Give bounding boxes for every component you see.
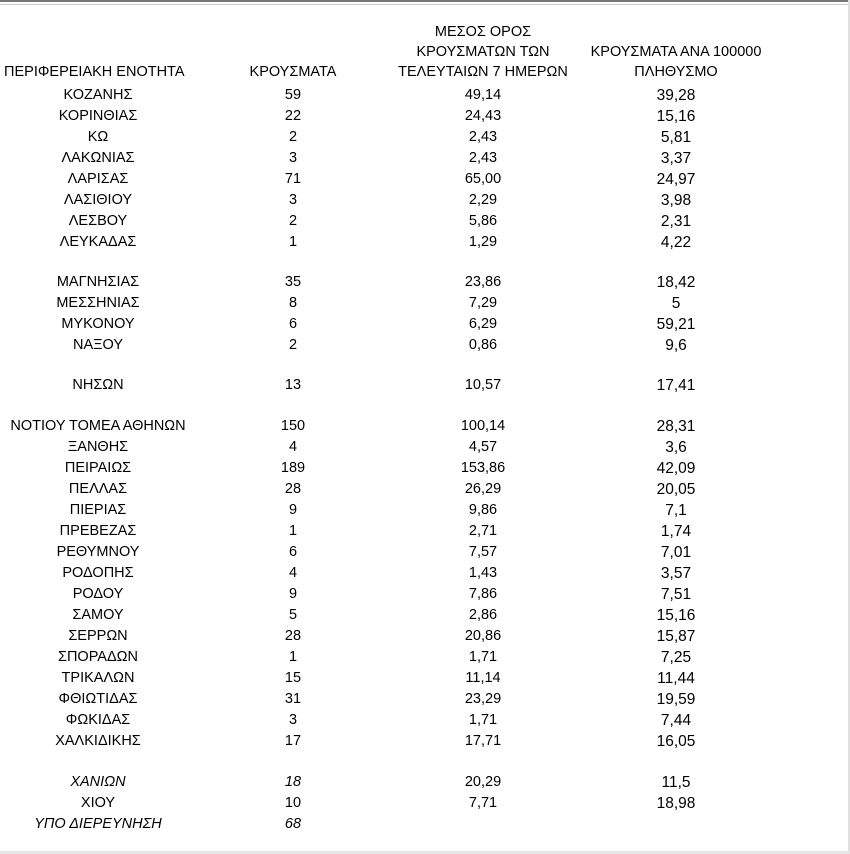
avg-cell: 20,86 [464, 628, 502, 644]
region-cell: ΠΕΛΛΑΣ [68, 481, 128, 497]
cases-cell: 9 [288, 502, 298, 518]
cases-cell: 6 [288, 316, 298, 332]
per100k-cell: 3,6 [665, 439, 687, 456]
cases-cell: 150 [280, 418, 306, 434]
header-region [4, 62, 185, 82]
cases-cell: 2 [288, 213, 298, 229]
header-avg-line1: ΜΕΣΟΣ ΟΡΟΣ [434, 24, 532, 40]
avg-cell: 49,14 [464, 87, 502, 103]
region-cell: ΜΕΣΣΗΝΙΑΣ [56, 295, 140, 311]
per100k-cell: 15,87 [656, 628, 696, 645]
region-cell: ΠΕΙΡΑΙΩΣ [64, 460, 132, 476]
table-row [0, 710, 850, 731]
per100k-cell: 1,74 [660, 523, 692, 540]
region-cell: ΝΑΞΟΥ [72, 337, 124, 353]
avg-cell: 2,71 [468, 523, 498, 539]
region-cell: ΚΩ [87, 129, 109, 145]
region-cell: ΧΑΝΙΩΝ [70, 774, 126, 790]
cases-cell: 1 [288, 234, 298, 250]
per100k-cell: 59,21 [656, 316, 696, 333]
per100k-cell: 15,16 [656, 108, 696, 125]
table-row [0, 314, 850, 335]
table-row [0, 479, 850, 500]
per100k-cell: 15,16 [656, 607, 696, 624]
region-cell: ΛΑΚΩΝΙΑΣ [61, 150, 135, 166]
avg-cell: 9,86 [468, 502, 498, 518]
region-cell: ΧΑΛΚΙΔΙΚΗΣ [55, 733, 141, 749]
region-cell: ΛΑΣΙΘΙΟΥ [63, 192, 133, 208]
avg-cell: 100,14 [460, 418, 506, 434]
per100k-cell: 17,41 [656, 377, 696, 394]
per100k-cell: 11,44 [657, 670, 695, 687]
region-cell: ΧΙΟΥ [80, 795, 116, 811]
cases-cell: 10 [284, 795, 302, 811]
region-cell: ΡΟΔΟΠΗΣ [62, 565, 134, 581]
table-row [0, 584, 850, 605]
top-border [0, 0, 850, 2]
region-cell: ΤΡΙΚΑΛΩΝ [61, 670, 135, 686]
cases-cell: 68 [284, 816, 302, 832]
cases-cell: 189 [280, 460, 306, 476]
avg-cell: 2,86 [468, 607, 498, 623]
avg-cell: 2,43 [468, 150, 498, 166]
region-cell: ΝΟΤΙΟΥ ΤΟΜΕΑ ΑΘΗΝΩΝ [10, 418, 186, 434]
avg-cell: 2,43 [468, 129, 498, 145]
table-row [0, 335, 850, 356]
avg-cell: 11,14 [465, 670, 501, 686]
table-row [0, 668, 850, 689]
avg-cell: 1,43 [468, 565, 498, 581]
per100k-cell: 28,31 [656, 418, 696, 435]
header-per100k-line1: ΚΡΟΥΣΜΑΤΑ ΑΝΑ 100000 [590, 44, 762, 60]
avg-cell: 7,86 [468, 586, 498, 602]
header-avg-line2: ΚΡΟΥΣΜΑΤΩΝ ΤΩΝ [416, 44, 550, 60]
header-per100k [576, 42, 776, 82]
table-row [0, 542, 850, 563]
region-cell: ΦΘΙΩΤΙΔΑΣ [58, 691, 138, 707]
avg-cell: 17,71 [464, 733, 502, 749]
cases-cell: 6 [288, 544, 298, 560]
cases-cell: 31 [284, 691, 302, 707]
region-cell: ΞΑΝΘΗΣ [67, 439, 129, 455]
avg-cell: 153,86 [460, 460, 506, 476]
header-per100k-line2: ΠΛΗΘΥΣΜΟ [634, 64, 718, 80]
cases-cell: 1 [288, 523, 298, 539]
avg-cell: 7,29 [468, 295, 498, 311]
per100k-cell: 16,05 [656, 733, 696, 750]
table-row [0, 772, 850, 793]
cases-cell: 3 [288, 192, 298, 208]
per100k-cell: 24,97 [656, 171, 696, 188]
per100k-cell: 5,81 [660, 129, 692, 146]
table-row [0, 190, 850, 211]
per100k-cell: 4,22 [660, 234, 692, 251]
avg-cell: 4,57 [468, 439, 498, 455]
header-region-label: ΠΕΡΙΦΕΡΕΙΑΚΗ ΕΝΟΤΗΤΑ [4, 64, 185, 80]
per100k-cell: 3,37 [660, 150, 692, 167]
cases-cell: 59 [284, 87, 302, 103]
region-cell: ΠΡΕΒΕΖΑΣ [59, 523, 137, 539]
table-row [0, 563, 850, 584]
cases-cell: 5 [288, 607, 298, 623]
avg-cell: 26,29 [464, 481, 502, 497]
region-cell: ΥΠΟ ΔΙΕΡΕΥΝΗΣΗ [34, 816, 162, 832]
avg-cell: 1,71 [468, 649, 498, 665]
cases-cell: 15 [284, 670, 302, 686]
per100k-cell: 7,25 [660, 649, 692, 666]
per100k-cell: 42,09 [656, 460, 696, 477]
table-row [0, 272, 850, 293]
cases-cell: 1 [288, 649, 298, 665]
per100k-cell: 7,51 [660, 586, 692, 603]
region-cell: ΣΑΜΟΥ [72, 607, 124, 623]
table-row [0, 500, 850, 521]
table-row [0, 605, 850, 626]
table-row [0, 416, 850, 437]
avg-cell: 23,29 [464, 691, 502, 707]
avg-cell: 2,29 [468, 192, 498, 208]
region-cell: ΚΟΡΙΝΘΙΑΣ [58, 108, 138, 124]
per100k-cell: 18,42 [656, 274, 696, 291]
header-cases-label: ΚΡΟΥΣΜΑΤΑ [249, 64, 337, 80]
table-row [0, 626, 850, 647]
per100k-cell: 39,28 [656, 87, 696, 104]
per100k-cell: 7,1 [665, 502, 687, 519]
table-row [0, 647, 850, 668]
table-row [0, 375, 850, 396]
header-cases [241, 62, 345, 82]
table-row [0, 106, 850, 127]
per100k-cell: 5 [671, 295, 681, 312]
per100k-cell: 19,59 [656, 691, 696, 708]
avg-cell: 1,71 [468, 712, 498, 728]
cases-cell: 18 [284, 774, 302, 790]
region-cell: ΚΟΖΑΝΗΣ [63, 87, 133, 103]
cases-cell: 71 [284, 171, 302, 187]
table-row [0, 169, 850, 190]
table-row [0, 731, 850, 752]
region-cell: ΛΕΣΒΟΥ [68, 213, 128, 229]
avg-cell: 1,29 [468, 234, 498, 250]
cases-cell: 17 [284, 733, 302, 749]
avg-cell: 20,29 [464, 774, 502, 790]
region-cell: ΣΕΡΡΩΝ [68, 628, 128, 644]
table-row [0, 437, 850, 458]
cases-cell: 8 [288, 295, 298, 311]
avg-cell: 7,71 [468, 795, 498, 811]
avg-cell: 10,57 [464, 377, 502, 393]
region-cell: ΡΟΔΟΥ [72, 586, 124, 602]
region-cell: ΡΕΘΥΜΝΟΥ [56, 544, 140, 560]
cases-cell: 3 [288, 150, 298, 166]
per100k-cell: 7,44 [660, 712, 692, 729]
table-row [0, 814, 850, 835]
cases-cell: 3 [288, 712, 298, 728]
avg-cell: 65,00 [464, 171, 502, 187]
per100k-cell: 7,01 [660, 544, 692, 561]
avg-cell: 5,86 [468, 213, 498, 229]
table-row [0, 521, 850, 542]
per100k-cell: 20,05 [656, 481, 696, 498]
table-row [0, 793, 850, 814]
table-row [0, 689, 850, 710]
cases-cell: 9 [288, 586, 298, 602]
region-cell: ΝΗΣΩΝ [72, 377, 124, 393]
header-avg-line3: ΤΕΛΕΥΤΑΙΩΝ 7 ΗΜΕΡΩΝ [398, 64, 568, 80]
header-avg [391, 22, 575, 82]
table-row [0, 85, 850, 106]
cases-cell: 2 [288, 337, 298, 353]
region-cell: ΛΕΥΚΑΔΑΣ [59, 234, 137, 250]
per100k-cell: 3,57 [660, 565, 692, 582]
region-cell: ΦΩΚΙΔΑΣ [65, 712, 131, 728]
table-row [0, 232, 850, 253]
per100k-cell: 11,5 [661, 774, 691, 791]
per100k-cell: 3,98 [660, 192, 692, 209]
cases-cell: 35 [284, 274, 302, 290]
region-cell: ΜΥΚΟΝΟΥ [61, 316, 135, 332]
table-row [0, 293, 850, 314]
cases-cell: 28 [284, 628, 302, 644]
region-cell: ΜΑΓΝΗΣΙΑΣ [56, 274, 140, 290]
avg-cell: 24,43 [464, 108, 502, 124]
cases-cell: 28 [284, 481, 302, 497]
cases-cell: 13 [284, 377, 302, 393]
avg-cell: 6,29 [468, 316, 498, 332]
cases-cell: 22 [284, 108, 302, 124]
region-cell: ΠΙΕΡΙΑΣ [69, 502, 127, 518]
per100k-cell: 9,6 [665, 337, 687, 354]
table-row [0, 458, 850, 479]
cases-cell: 4 [288, 439, 298, 455]
per100k-cell: 2,31 [660, 213, 692, 230]
avg-cell: 7,57 [468, 544, 498, 560]
top-border-shadow [0, 4, 850, 5]
region-cell: ΣΠΟΡΑΔΩΝ [58, 649, 138, 665]
avg-cell: 0,86 [468, 337, 498, 353]
per100k-cell: 18,98 [656, 795, 696, 812]
cases-cell: 2 [288, 129, 298, 145]
region-cell: ΛΑΡΙΣΑΣ [67, 171, 129, 187]
cases-cell: 4 [288, 565, 298, 581]
table-row [0, 211, 850, 232]
table-row [0, 127, 850, 148]
table-row [0, 148, 850, 169]
avg-cell: 23,86 [464, 274, 502, 290]
